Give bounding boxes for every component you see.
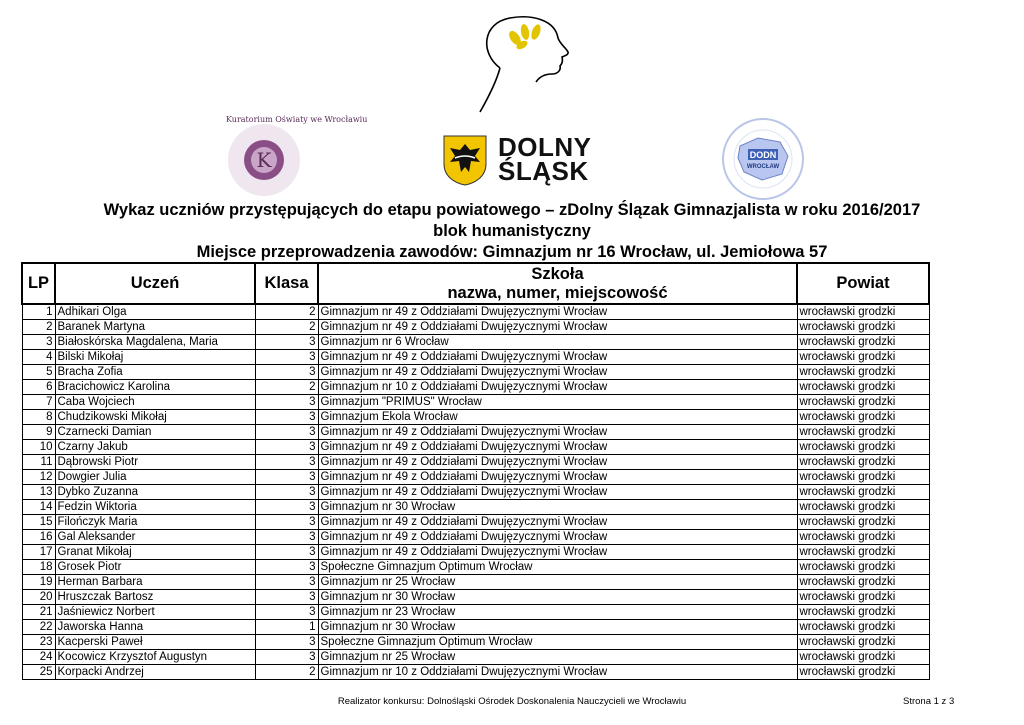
table-row (22, 545, 929, 560)
cell-klasa: 3 (255, 530, 318, 545)
document-title: Wykaz uczniów przystępujących do etapu powiatowego – zDolny Ślązak Gimnazjalista w roku 2016/2017 (103, 201, 921, 219)
cell-szkola: Gimnazjum "PRIMUS" Wrocław (318, 395, 797, 410)
cell-lp: 4 (22, 350, 55, 365)
cell-szkola: Gimnazjum nr 49 z Oddziałami Dwujęzycznymi Wrocław (318, 485, 797, 500)
table-row (22, 395, 929, 410)
header-uczen: Uczeń (55, 263, 255, 304)
table-row (22, 320, 929, 335)
cell-uczen: Granat Mikołaj (55, 545, 255, 560)
cell-uczen: Bracichowicz Karolina (55, 380, 255, 395)
cell-powiat: wrocławski grodzki (797, 575, 929, 590)
cell-klasa: 3 (255, 560, 318, 575)
table-row (22, 425, 929, 440)
cell-klasa: 3 (255, 545, 318, 560)
header-szkola-line1: Szkoła (531, 264, 584, 283)
cell-klasa: 3 (255, 410, 318, 425)
cell-klasa: 3 (255, 350, 318, 365)
cell-szkola: Gimnazjum nr 49 z Oddziałami Dwujęzycznymi Wrocław (318, 515, 797, 530)
cell-szkola: Gimnazjum nr 49 z Oddziałami Dwujęzycznymi Wrocław (318, 425, 797, 440)
cell-lp: 21 (22, 605, 55, 620)
cell-uczen: Baranek Martyna (55, 320, 255, 335)
cell-powiat: wrocławski grodzki (797, 545, 929, 560)
table-row (22, 650, 929, 665)
cell-szkola: Gimnazjum nr 49 z Oddziałami Dwujęzycznymi Wrocław (318, 320, 797, 335)
cell-uczen: Czarnecki Damian (55, 425, 255, 440)
cell-powiat: wrocławski grodzki (797, 530, 929, 545)
kuratorium-text: Kuratorium Oświaty we Wrocławiu (226, 115, 368, 124)
cell-szkola: Gimnazjum nr 6 Wrocław (318, 335, 797, 350)
table-row (22, 440, 929, 455)
cell-uczen: Jaworska Hanna (55, 620, 255, 635)
cell-uczen: Dowgier Julia (55, 470, 255, 485)
cell-powiat: wrocławski grodzki (797, 590, 929, 605)
header-powiat: Powiat (797, 263, 929, 304)
cell-szkola: Społeczne Gimnazjum Optimum Wrocław (318, 635, 797, 650)
cell-uczen: Grosek Piotr (55, 560, 255, 575)
cell-lp: 1 (22, 304, 55, 320)
cell-szkola: Gimnazjum nr 25 Wrocław (318, 575, 797, 590)
cell-lp: 19 (22, 575, 55, 590)
cell-szkola: Gimnazjum nr 30 Wrocław (318, 500, 797, 515)
cell-lp: 20 (22, 590, 55, 605)
kuratorium-oswiaty-logo (226, 115, 368, 198)
cell-szkola: Gimnazjum nr 30 Wrocław (318, 620, 797, 635)
eagle-shield-icon (442, 134, 488, 186)
cell-uczen: Fedzin Wiktoria (55, 500, 255, 515)
table-row (22, 470, 929, 485)
cell-uczen: Dąbrowski Piotr (55, 455, 255, 470)
cell-powiat: wrocławski grodzki (797, 470, 929, 485)
table-row (22, 665, 929, 680)
cell-powiat: wrocławski grodzki (797, 425, 929, 440)
cell-powiat: wrocławski grodzki (797, 380, 929, 395)
cell-powiat: wrocławski grodzki (797, 515, 929, 530)
cell-powiat: wrocławski grodzki (797, 350, 929, 365)
cell-lp: 17 (22, 545, 55, 560)
cell-uczen: Bilski Mikołaj (55, 350, 255, 365)
header-szkola-line2: nazwa, numer, miejscowość (447, 283, 668, 302)
cell-klasa: 3 (255, 500, 318, 515)
cell-lp: 22 (22, 620, 55, 635)
cell-uczen: Kocowicz Krzysztof Augustyn (55, 650, 255, 665)
cell-klasa: 3 (255, 425, 318, 440)
cell-lp: 6 (22, 380, 55, 395)
cell-lp: 15 (22, 515, 55, 530)
table-row (22, 500, 929, 515)
table-row (22, 515, 929, 530)
cell-klasa: 3 (255, 455, 318, 470)
cell-klasa: 3 (255, 485, 318, 500)
cell-szkola: Gimnazjum nr 49 z Oddziałami Dwujęzycznymi Wrocław (318, 530, 797, 545)
header-klasa: Klasa (255, 263, 318, 304)
cell-uczen: Caba Wojciech (55, 395, 255, 410)
logo-text-slask: ŚLĄSK (498, 156, 589, 186)
table-row (22, 350, 929, 365)
cell-lp: 5 (22, 365, 55, 380)
logo-text-dolny: DOLNY (498, 132, 592, 162)
cell-uczen: Kacperski Paweł (55, 635, 255, 650)
dodn-logo (718, 116, 808, 202)
table-row (22, 455, 929, 470)
cell-lp: 16 (22, 530, 55, 545)
cell-powiat: wrocławski grodzki (797, 605, 929, 620)
cell-lp: 2 (22, 320, 55, 335)
cell-szkola: Społeczne Gimnazjum Optimum Wrocław (318, 560, 797, 575)
cell-szkola: Gimnazjum nr 49 z Oddziałami Dwujęzycznymi Wrocław (318, 455, 797, 470)
cell-szkola: Gimnazjum nr 49 z Oddziałami Dwujęzycznymi Wrocław (318, 470, 797, 485)
cell-lp: 13 (22, 485, 55, 500)
cell-klasa: 3 (255, 470, 318, 485)
cell-powiat: wrocławski grodzki (797, 304, 929, 320)
cell-szkola: Gimnazjum nr 49 z Oddziałami Dwujęzycznymi Wrocław (318, 350, 797, 365)
cell-szkola: Gimnazjum nr 10 z Oddziałami Dwujęzycznymi Wrocław (318, 380, 797, 395)
cell-powiat: wrocławski grodzki (797, 485, 929, 500)
cell-szkola: Gimnazjum nr 25 Wrocław (318, 650, 797, 665)
table-row (22, 620, 929, 635)
cell-powiat: wrocławski grodzki (797, 335, 929, 350)
cell-uczen: Filończyk Maria (55, 515, 255, 530)
table-row (22, 304, 929, 320)
cell-uczen: Jaśniewicz Norbert (55, 605, 255, 620)
table-row (22, 335, 929, 350)
cell-klasa: 2 (255, 380, 318, 395)
cell-szkola: Gimnazjum nr 30 Wrocław (318, 590, 797, 605)
table-row (22, 380, 929, 395)
cell-lp: 9 (22, 425, 55, 440)
cell-lp: 18 (22, 560, 55, 575)
cell-uczen: Gal Aleksander (55, 530, 255, 545)
cell-klasa: 3 (255, 440, 318, 455)
head-profile-laurel-icon (470, 8, 590, 118)
cell-lp: 7 (22, 395, 55, 410)
cell-lp: 11 (22, 455, 55, 470)
cell-lp: 25 (22, 665, 55, 680)
svg-text:K: K (256, 148, 272, 172)
header-szkola (318, 263, 797, 304)
cell-uczen: Adhikari Olga (55, 304, 255, 320)
cell-klasa: 3 (255, 575, 318, 590)
cell-lp: 12 (22, 470, 55, 485)
cell-szkola: Gimnazjum nr 49 z Oddziałami Dwujęzycznymi Wrocław (318, 440, 797, 455)
cell-klasa: 3 (255, 335, 318, 350)
cell-powiat: wrocławski grodzki (797, 620, 929, 635)
cell-powiat: wrocławski grodzki (797, 395, 929, 410)
dodn-city: WROCŁAW (746, 164, 780, 170)
cell-powiat: wrocławski grodzki (797, 635, 929, 650)
dodn-acronym: DODN (749, 150, 777, 160)
cell-lp: 8 (22, 410, 55, 425)
document-subtitle: blok humanistyczny (433, 222, 591, 240)
cell-lp: 10 (22, 440, 55, 455)
cell-szkola: Gimnazjum nr 49 z Oddziałami Dwujęzycznymi Wrocław (318, 545, 797, 560)
table-row (22, 635, 929, 650)
cell-klasa: 2 (255, 665, 318, 680)
cell-szkola: Gimnazjum Ekola Wrocław (318, 410, 797, 425)
table-row (22, 560, 929, 575)
footer-realizator: Realizator konkursu: Dolnośląski Ośrodek Doskonalenia Nauczycieli we Wrocławiu (337, 696, 687, 707)
cell-klasa: 3 (255, 650, 318, 665)
cell-uczen: Białoskórska Magdalena, Maria (55, 335, 255, 350)
cell-szkola: Gimnazjum nr 49 z Oddziałami Dwujęzycznymi Wrocław (318, 365, 797, 380)
cell-uczen: Bracha Zofia (55, 365, 255, 380)
cell-szkola: Gimnazjum nr 49 z Oddziałami Dwujęzycznymi Wrocław (318, 304, 797, 320)
cell-uczen: Czarny Jakub (55, 440, 255, 455)
cell-uczen: Korpacki Andrzej (55, 665, 255, 680)
table-row (22, 485, 929, 500)
cell-powiat: wrocławski grodzki (797, 410, 929, 425)
cell-powiat: wrocławski grodzki (797, 320, 929, 335)
cell-klasa: 3 (255, 590, 318, 605)
cell-klasa: 3 (255, 605, 318, 620)
cell-uczen: Hruszczak Bartosz (55, 590, 255, 605)
cell-uczen: Chudzikowski Mikołaj (55, 410, 255, 425)
cell-powiat: wrocławski grodzki (797, 455, 929, 470)
cell-lp: 24 (22, 650, 55, 665)
cell-lp: 14 (22, 500, 55, 515)
table-header-row (22, 263, 929, 304)
table-row (22, 365, 929, 380)
cell-powiat: wrocławski grodzki (797, 365, 929, 380)
table-row (22, 410, 929, 425)
cell-powiat: wrocławski grodzki (797, 665, 929, 680)
cell-klasa: 1 (255, 620, 318, 635)
footer-page-number: Strona 1 z 3 (903, 696, 955, 707)
cell-klasa: 2 (255, 320, 318, 335)
cell-uczen: Dybko Zuzanna (55, 485, 255, 500)
cell-lp: 3 (22, 335, 55, 350)
cell-klasa: 2 (255, 304, 318, 320)
cell-powiat: wrocławski grodzki (797, 500, 929, 515)
students-table (21, 262, 930, 680)
table-row (22, 590, 929, 605)
cell-uczen: Herman Barbara (55, 575, 255, 590)
cell-szkola: Gimnazjum nr 10 z Oddziałami Dwujęzycznymi Wrocław (318, 665, 797, 680)
cell-klasa: 3 (255, 395, 318, 410)
table-row (22, 575, 929, 590)
cell-powiat: wrocławski grodzki (797, 440, 929, 455)
table-row (22, 605, 929, 620)
cell-klasa: 3 (255, 515, 318, 530)
cell-szkola: Gimnazjum nr 23 Wrocław (318, 605, 797, 620)
table-row (22, 530, 929, 545)
dolny-slask-logo (442, 132, 602, 188)
cell-powiat: wrocławski grodzki (797, 650, 929, 665)
cell-powiat: wrocławski grodzki (797, 560, 929, 575)
header-lp: LP (22, 263, 55, 304)
venue-line: Miejsce przeprowadzenia zawodów: Gimnazjum nr 16 Wrocław, ul. Jemiołowa 57 (196, 243, 828, 261)
cell-klasa: 3 (255, 635, 318, 650)
cell-klasa: 3 (255, 365, 318, 380)
cell-lp: 23 (22, 635, 55, 650)
